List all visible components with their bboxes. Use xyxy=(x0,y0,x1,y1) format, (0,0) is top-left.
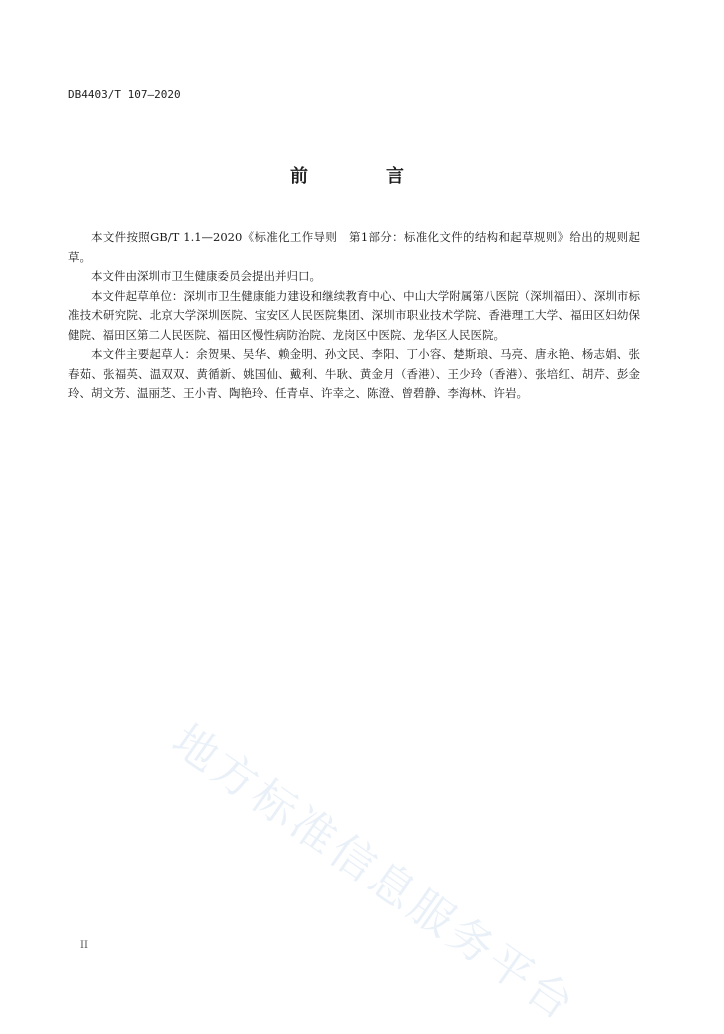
paragraph-drafting-rules: 本文件按照GB/T 1.1—2020《标准化工作导则 第1部分：标准化文件的结构和起草规则》给出的规则起草。 xyxy=(68,230,640,264)
page-number: II xyxy=(80,940,88,951)
paragraph-proposer: 本文件由深圳市卫生健康委员会提出并归口。 xyxy=(91,269,321,283)
watermark-text: 地方标准信息服务平台 xyxy=(162,714,586,1032)
section-title: 前 言 xyxy=(290,166,434,187)
paragraph-drafters: 本文件主要起草人：余贺果、吴华、赖金明、孙文民、李阳、丁小容、楚斯琅、马亮、唐永艳、杨志娟、张春茹、张福英、温双双、黄循新、姚国仙、戴利、牛耿、黄金月（香港）、王少玲（香港）、张培红、胡芹、彭金玲、胡文芳、温丽芝、王小青、陶艳玲、任青卓、许幸之、陈澄、曾碧静、李海林、许岩。 xyxy=(68,347,640,400)
foreword-body xyxy=(68,228,640,404)
document-code: DB4403/T 107—2020 xyxy=(68,88,181,101)
paragraph-drafting-units: 本文件起草单位：深圳市卫生健康能力建设和继续教育中心、中山大学附属第八医院（深圳福田）、深圳市标准技术研究院、北京大学深圳医院、宝安区人民医院集团、深圳市职业技术学院、香港理工大学、福田区妇幼保健院、福田区第二人民医院、福田区慢性病防治院、龙岗区中医院、龙华区人民医院。 xyxy=(68,288,640,342)
